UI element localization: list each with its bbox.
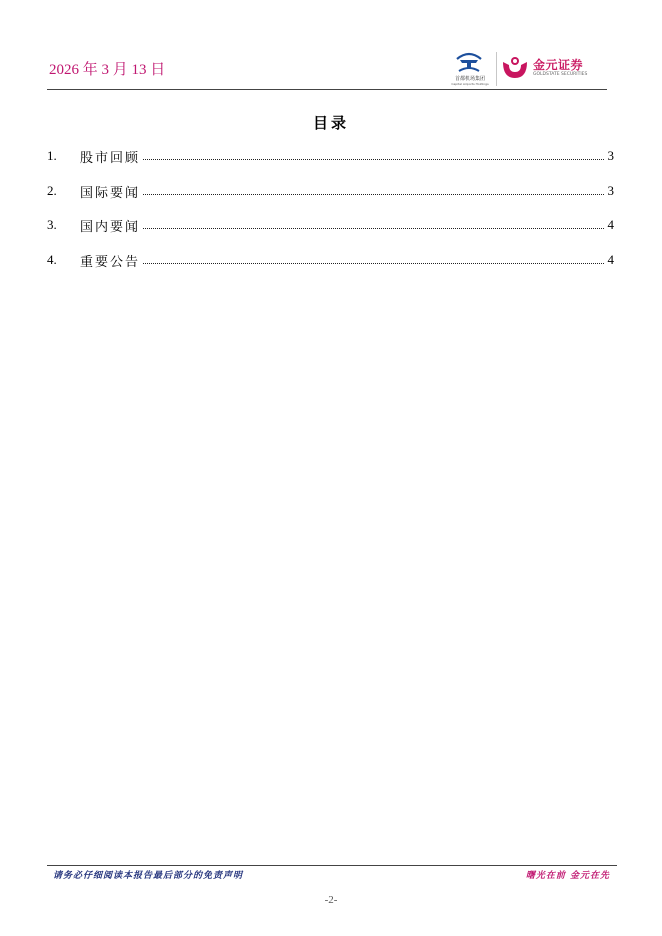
capital-airports-logo [446, 51, 494, 89]
logo-divider [496, 52, 497, 86]
toc-title: 目录 [312, 114, 349, 132]
capital-airports-name: 首都机场集团 [454, 76, 485, 82]
toc-item-number: 4. [47, 251, 57, 267]
capital-airports-emblem-icon [456, 51, 482, 73]
toc-item-important-announcements[interactable] [47, 249, 614, 284]
goldstate-en: GOLDSTATE SECURITIES [533, 72, 588, 77]
toc-item-title: 国内要闻 [80, 220, 141, 235]
report-date: 2026 年 3 月 13 日 [49, 62, 166, 78]
toc-list [47, 145, 614, 283]
toc-dot-leader [143, 228, 604, 229]
capital-airports-en: Capital Airports Holdings [451, 82, 489, 86]
toc-item-international-news[interactable] [47, 180, 614, 215]
toc-item-number: 3. [47, 217, 57, 232]
page-number: -2- [324, 894, 338, 906]
goldstate-name: 金元证券 [533, 58, 584, 72]
toc-item-title: 股市回顾 [80, 151, 141, 166]
toc-dot-leader [143, 263, 604, 264]
goldstate-emblem-icon [501, 54, 529, 80]
toc-item-page: 4 [607, 217, 614, 232]
header-divider [47, 89, 607, 90]
toc-item-page: 3 [607, 182, 614, 198]
toc-item-number: 1. [47, 148, 57, 163]
footer-slogan: 曙光在前 金元在先 [525, 871, 610, 881]
footer-disclaimer: 请务必仔细阅读本报告最后部分的免责声明 [53, 871, 244, 881]
toc-item-page: 4 [607, 251, 614, 267]
toc-dot-leader [143, 159, 604, 160]
toc-item-title: 重要公告 [80, 254, 141, 270]
toc-item-page: 3 [607, 148, 614, 163]
toc-item-title: 国际要闻 [80, 185, 141, 201]
toc-item-domestic-news[interactable] [47, 214, 614, 249]
toc-item-number: 2. [47, 182, 57, 198]
footer-divider [47, 865, 617, 866]
toc-item-market-review[interactable] [47, 145, 614, 180]
goldstate-securities-logo [501, 52, 601, 84]
toc-dot-leader [143, 194, 604, 195]
